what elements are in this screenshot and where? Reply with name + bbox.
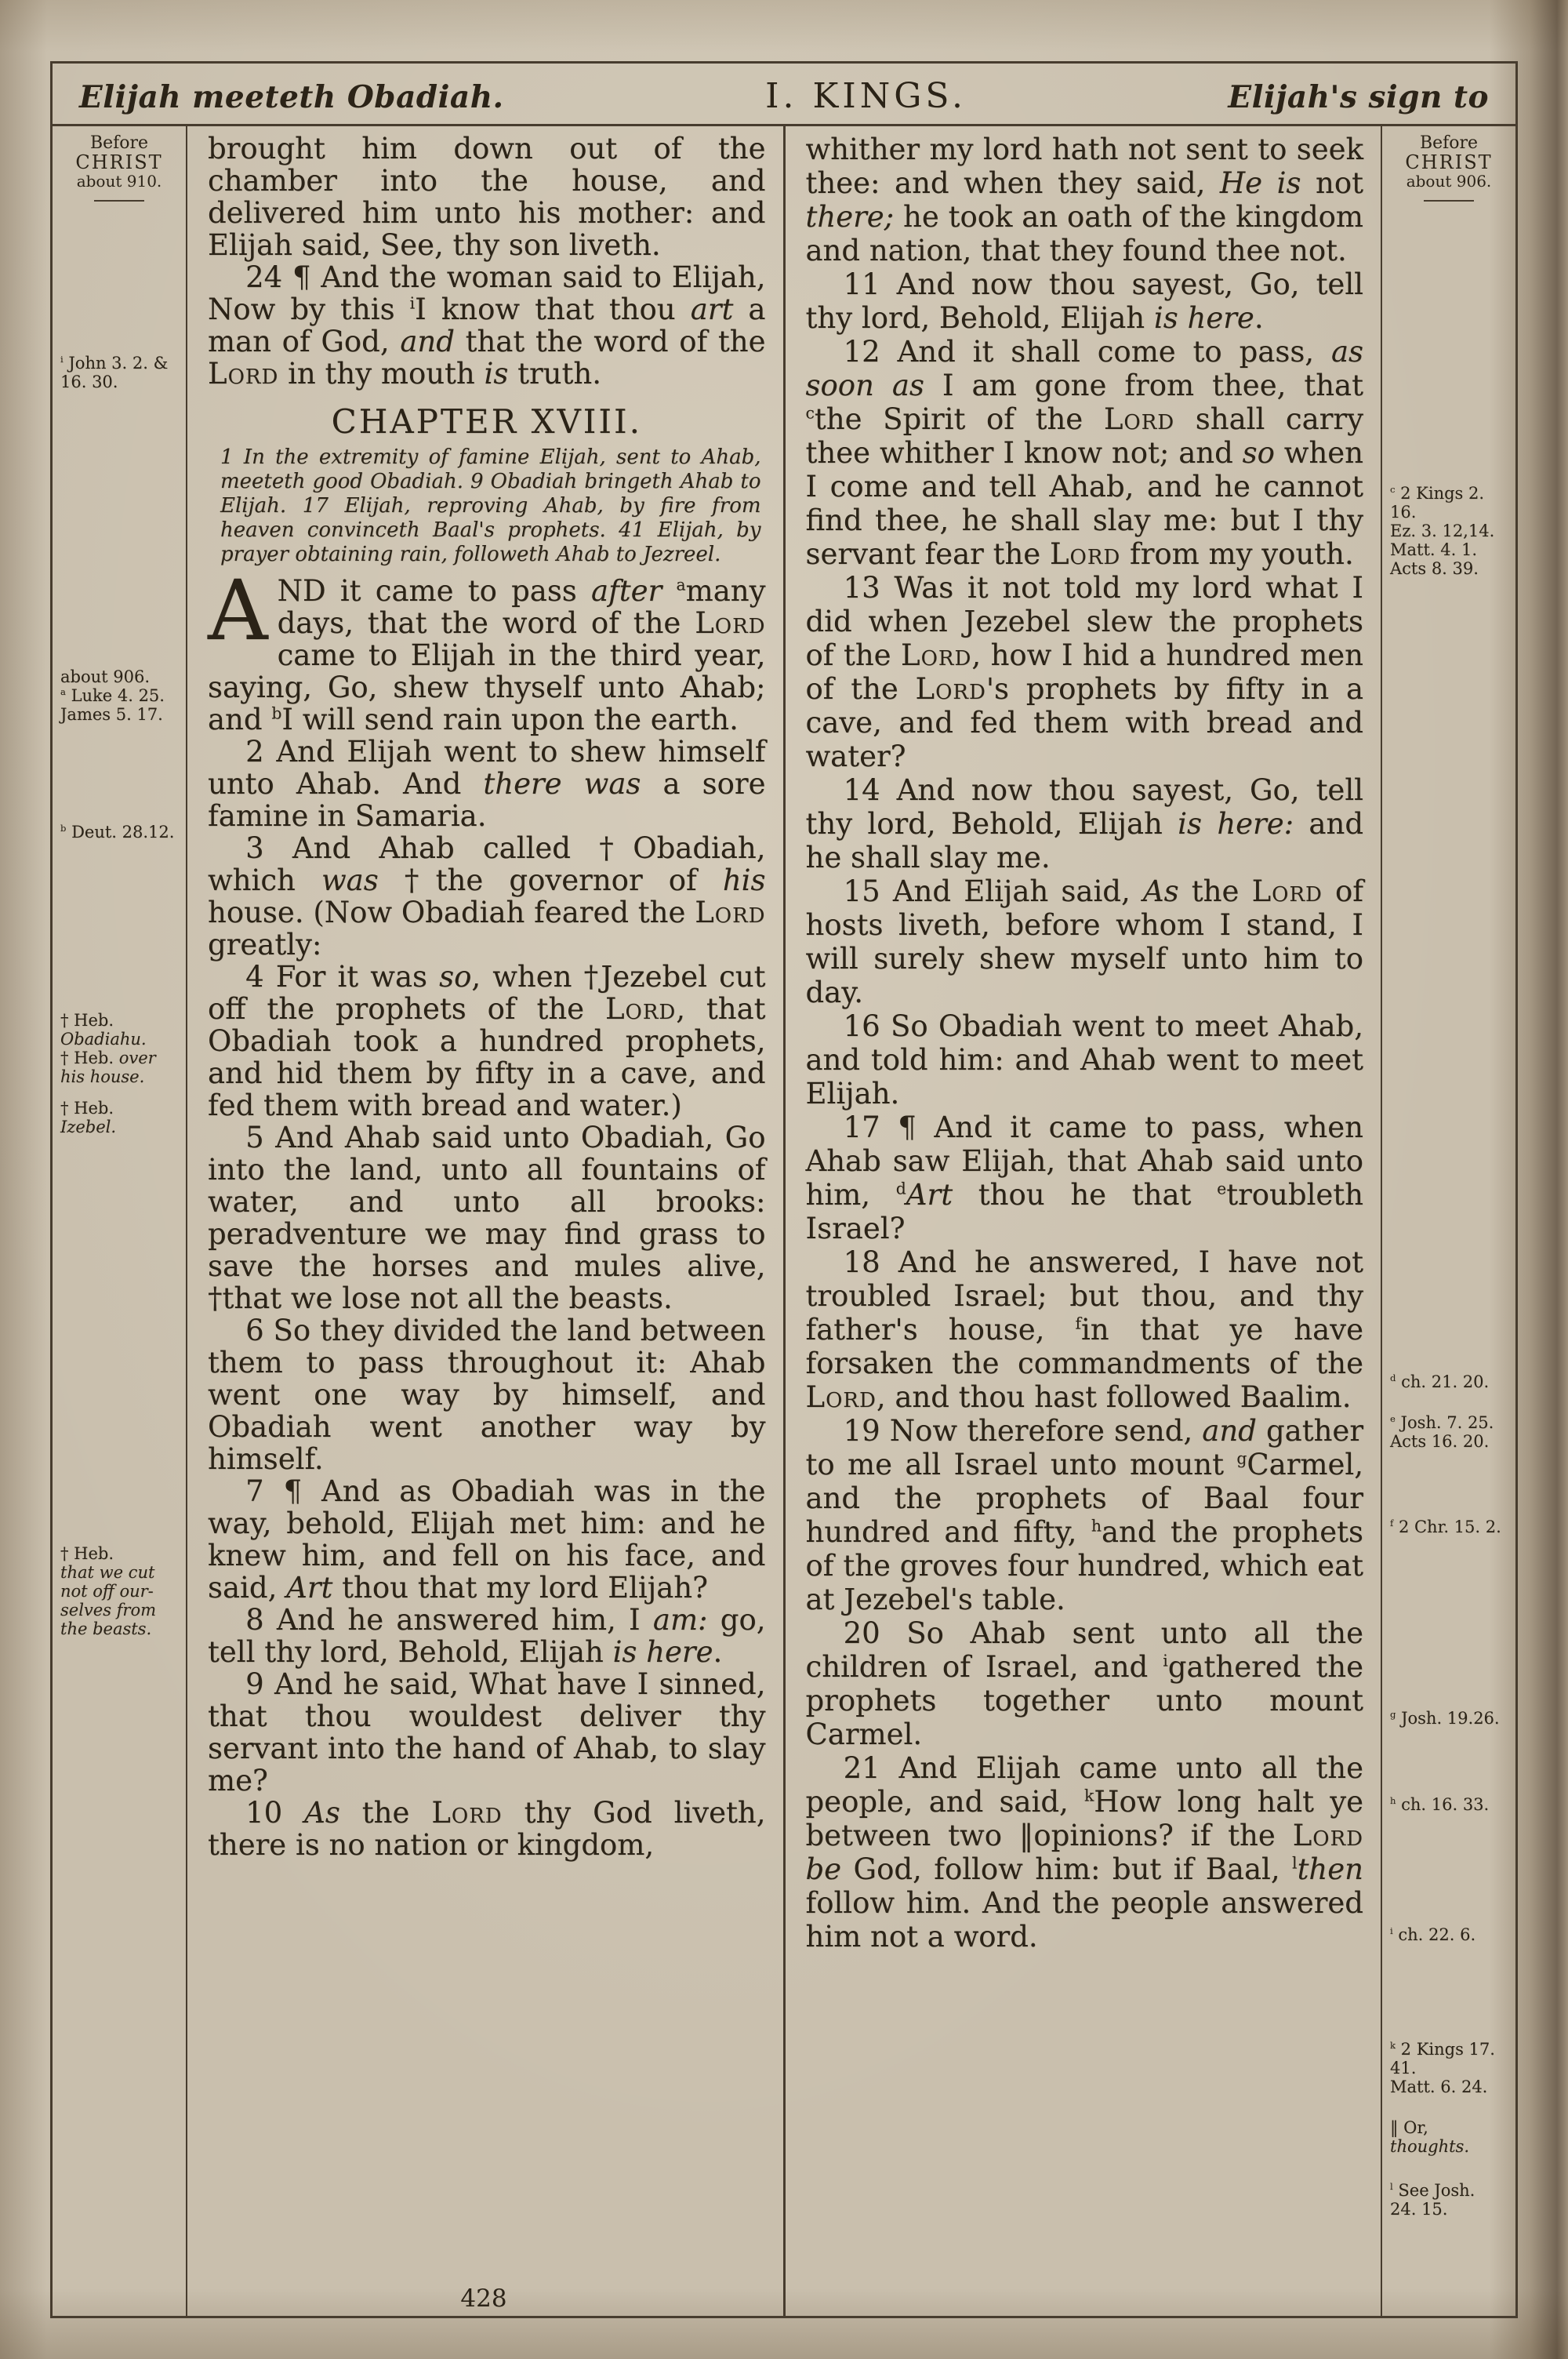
- margin-note: $^h$ ch. 16. 33.: [1390, 1795, 1490, 1814]
- margin-note: ‖ Or, thoughts.: [1390, 2118, 1469, 2156]
- left-margin-column: [53, 126, 187, 2316]
- verse-paragraph: 2 And Elijah went to shew himself unto Ahab. And there was a sore famine in Samaria.: [208, 735, 766, 833]
- margin-note: † Heb. Obadiahu. † Heb. over his house.: [60, 1011, 156, 1086]
- right-margin-column: [1381, 126, 1515, 2316]
- right-text-column: [783, 126, 1381, 2316]
- verse-text: ND it came to pass after $^a$many days, that the word of the Lord came to Elijah in the third year, saying, Go, shew thyself unto Ahab; and $^b$I will send rain upon the earth.: [208, 574, 766, 736]
- continuation-paragraph: brought him down out of the chamber into the house, and delivered him unto his mother: and Elijah said, See, thy son liveth.: [208, 132, 766, 262]
- margin-note: $^g$ Josh. 19.26.: [1390, 1709, 1500, 1728]
- running-header: [53, 64, 1515, 126]
- verse-paragraph: 11 And now thou sayest, Go, tell thy lord, Behold, Elijah is here.: [805, 267, 1363, 335]
- page-number: 428: [460, 2284, 507, 2313]
- drop-cap: A: [208, 562, 268, 659]
- margin-note: $^i$ ch. 22. 6.: [1390, 1925, 1476, 1944]
- before-christ-line: Before: [1419, 133, 1479, 153]
- divider-rule: [94, 200, 144, 202]
- verse-paragraph: 17 ¶ And it came to pass, when Ahab saw Elijah, that Ahab said unto him, $^d$Art thou he that $^e$troubleth Israel?: [805, 1110, 1363, 1245]
- verse-paragraph: 4 For it was so, when †Jezebel cut off the prophets of the Lord, that Obadiah took a hundred prophets, and hid them by fifty in a cave, and fed them with bread and water.): [208, 960, 766, 1122]
- before-christ-line: CHRIST: [75, 151, 163, 173]
- verse-paragraph: 8 And he answered him, I am: go, tell thy lord, Behold, Elijah is here.: [208, 1603, 766, 1669]
- before-christ-line: CHRIST: [1405, 151, 1493, 173]
- verse-paragraph: 16 So Obadiah went to meet Ahab, and told him: and Ahab went to meet Elijah.: [805, 1009, 1363, 1110]
- verse-paragraph: 9 And he said, What have I sinned, that thou wouldest deliver thy servant into the hand of Ahab, to slay me?: [208, 1667, 766, 1797]
- margin-note: about 906. $^a$ Luke 4. 25. James 5. 17.: [60, 667, 165, 724]
- before-christ-heading-right: [1382, 126, 1515, 202]
- margin-note: $^c$ 2 Kings 2. 16. Ez. 3. 12,14. Matt. 4. 1. Acts 8. 39.: [1390, 484, 1495, 578]
- margin-note: $^e$ Josh. 7. 25. Acts 16. 20.: [1390, 1413, 1494, 1451]
- header-left-title: Elijah meeteth Obadiah.: [79, 79, 504, 115]
- header-right-title: Elijah's sign to: [1228, 79, 1489, 115]
- page-content: [53, 126, 1515, 2316]
- verse-paragraph: 19 Now therefore send, and gather to me all Israel unto mount $^g$Carmel, and the prophets of Baal four hundred and fifty, $^h$and the prophets of the groves four hundred, which eat at Jezebel's table.: [805, 1414, 1364, 1616]
- page-frame: [50, 61, 1518, 2318]
- verse-paragraph: 7 ¶ And as Obadiah was in the way, behold, Elijah met him: and he knew him, and fell on his face, and said, Art thou that my lord Elijah?: [208, 1474, 766, 1605]
- verse-paragraph: 10 As the Lord thy God liveth, there is no nation or kingdom,: [208, 1796, 766, 1862]
- margin-note: $^f$ 2 Chr. 15. 2.: [1390, 1518, 1501, 1536]
- verse-paragraph: 14 And now thou sayest, Go, tell thy lord, Behold, Elijah is here: and he shall slay me.: [805, 773, 1364, 874]
- verse-paragraph: 21 And Elijah came unto all the people, and said, $^k$How long halt ye between two ‖opinions? if the Lord be God, follow him: but if Baal, $^l$then follow him. And the people answered him not a word.: [805, 1751, 1363, 1954]
- before-christ-line: about 910.: [76, 172, 162, 191]
- margin-note: $^b$ Deut. 28.12.: [60, 823, 175, 841]
- divider-rule: [1424, 200, 1474, 202]
- verse-paragraph: 12 And it shall come to pass, as soon as I am gone from thee, that $^c$the Spirit of the Lord shall carry thee whither I know not; and so when I come and tell Ahab, and he cannot find thee, he shall slay me: but I thy servant fear the Lord from my youth.: [805, 335, 1363, 571]
- before-christ-line: Before: [89, 133, 149, 153]
- margin-note: $^i$ John 3. 2. & 16. 30.: [60, 354, 169, 391]
- before-christ-heading-left: [53, 126, 186, 202]
- before-christ-line: about 906.: [1406, 172, 1492, 191]
- margin-note: † Heb. that we cut not off our- selves from the beasts.: [60, 1544, 157, 1638]
- verse-paragraph: [208, 562, 766, 736]
- left-text-column: [187, 126, 783, 2316]
- verse-paragraph: 20 So Ahab sent unto all the children of Israel, and $^i$gathered the prophets together unto mount Carmel.: [805, 1616, 1363, 1751]
- verse-paragraph: 3 And Ahab called †Obadiah, which was †the governor of his house. (Now Obadiah feared the Lord greatly:: [208, 831, 766, 961]
- continuation-paragraph: whither my lord hath not sent to seek thee: and when they said, He is not there; he took an oath of the kingdom and nation, that they found thee not.: [805, 133, 1364, 267]
- margin-note: $^k$ 2 Kings 17. 41. Matt. 6. 24.: [1390, 2040, 1495, 2096]
- verse-paragraph: 13 Was it not told my lord what I did when Jezebel slew the prophets of the Lord, how I hid a hundred men of the Lord's prophets by fifty in a cave, and fed them with bread and water?: [805, 571, 1364, 773]
- verse-paragraph: 5 And Ahab said unto Obadiah, Go into the land, unto all fountains of water, and unto all brooks: peradventure we may find grass to save the horses and mules alive, †that we lose not all the beasts.: [208, 1121, 766, 1315]
- margin-note: † Heb. Izebel.: [60, 1099, 117, 1136]
- verse-paragraph: 24 ¶ And the woman said to Elijah, Now by this $^i$I know that thou art a man of God, and that the word of the Lord in thy mouth is truth.: [208, 260, 766, 391]
- verse-paragraph: 6 So they divided the land between them to pass throughout it: Ahab went one way by himself, and Obadiah went another way by himself.: [208, 1314, 766, 1476]
- verse-paragraph: 15 And Elijah said, As the Lord of hosts liveth, before whom I stand, I will surely shew myself unto him to day.: [805, 874, 1364, 1009]
- margin-note: $^l$ See Josh. 24. 15.: [1390, 2181, 1475, 2219]
- margin-note: $^d$ ch. 21. 20.: [1390, 1372, 1490, 1391]
- chapter-summary: 1 In the extremity of famine Elijah, sent to Ahab, meeteth good Obadiah. 9 Obadiah bringeth Ahab to Elijah. 17 Elijah, reproving Ahab, by fire from heaven convinceth Baal's prophets. 41 Elijah, by prayer obtaining rain, followeth Ahab to Jezreel.: [220, 445, 761, 566]
- header-book-title: I. KINGS.: [765, 76, 967, 116]
- chapter-heading: CHAPTER XVIII.: [331, 402, 642, 441]
- verse-paragraph: 18 And he answered, I have not troubled Israel; but thou, and thy father's house, $^f$in that ye have forsaken the commandments of the Lord, and thou hast followed Baalim.: [805, 1245, 1363, 1414]
